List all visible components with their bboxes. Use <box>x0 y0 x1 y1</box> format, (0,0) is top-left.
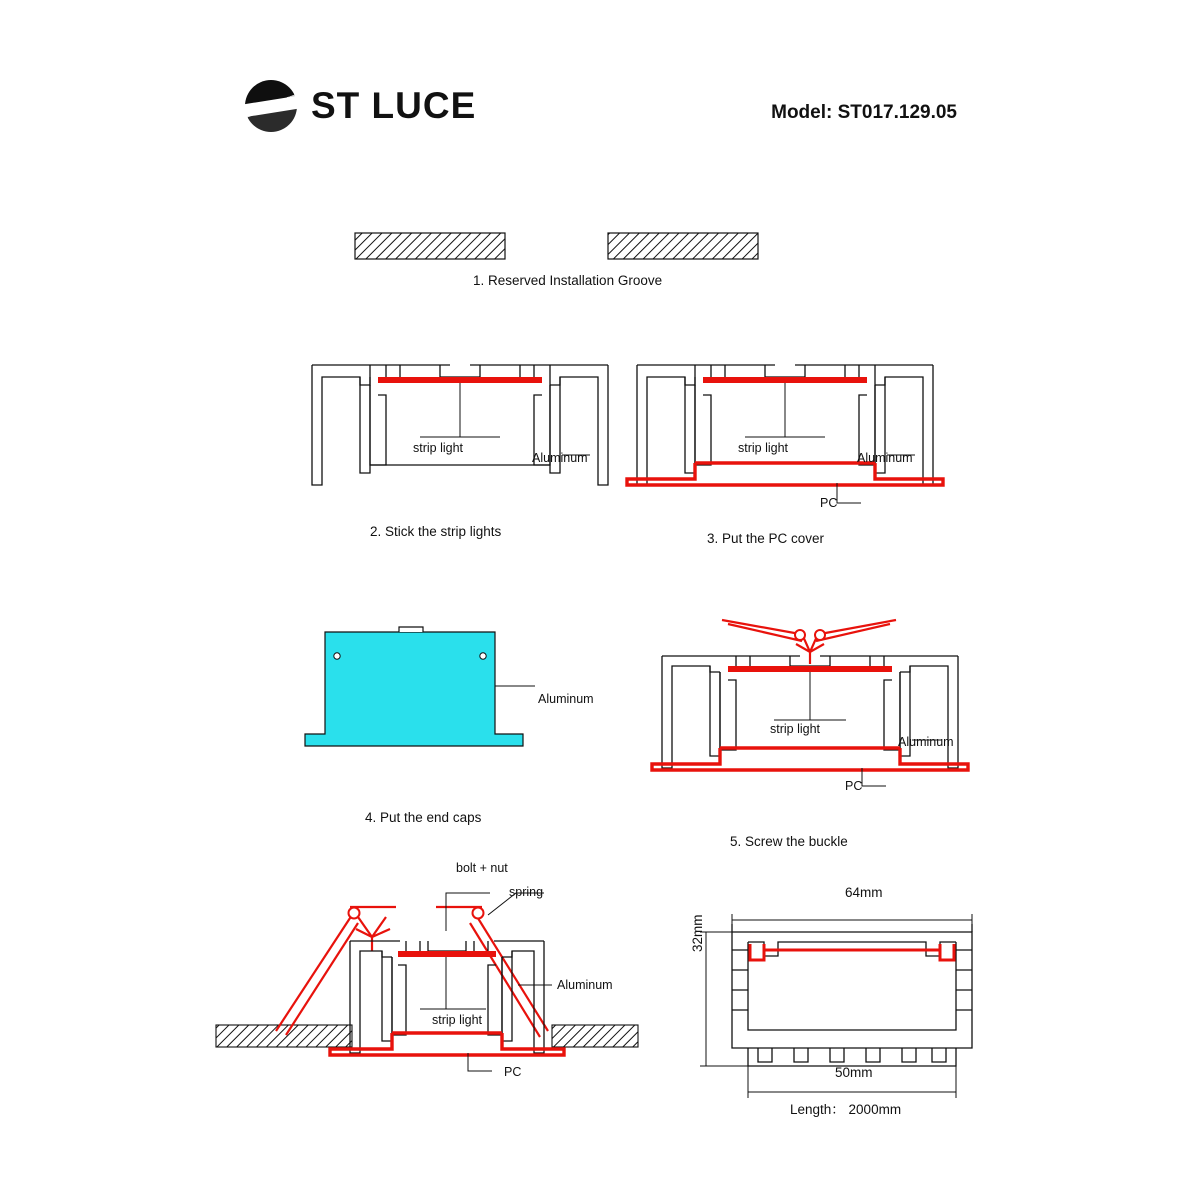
step-5-aluminum-label: Aluminum <box>898 735 954 749</box>
page-header <box>0 80 1200 140</box>
dim-height-label: 32mm <box>690 914 705 952</box>
step-5-figure <box>650 608 980 798</box>
step-5-pc-label: PC <box>845 779 863 793</box>
step-1-caption: 1. Reserved Installation Groove <box>473 273 663 288</box>
step-6-figure <box>200 885 640 1115</box>
step-6-bolt-nut-label: bolt + nut <box>456 861 508 875</box>
step-5-strip-light-label: strip light <box>770 722 821 736</box>
step-2-figure <box>300 355 620 505</box>
step-4-caption: 4. Put the end caps <box>365 810 482 825</box>
dim-length-label: Length： 2000mm <box>790 1102 902 1117</box>
step-3-pc-label: PC <box>820 496 838 510</box>
brand <box>245 80 476 132</box>
model-number: Model: ST017.129.05 <box>771 102 957 123</box>
step-4-aluminum-label: Aluminum <box>538 692 594 706</box>
dim-bottom-width-label: 50mm <box>835 1065 873 1080</box>
step-6-pc-label: PC <box>504 1065 522 1079</box>
step-3-figure <box>625 355 945 515</box>
step-3-caption: 3. Put the PC cover <box>707 531 825 546</box>
step-3-strip-light-label: strip light <box>738 441 789 455</box>
step-6-spring-label: spring <box>509 885 544 899</box>
brand-name: ST LUCE <box>311 85 477 126</box>
dimension-drawing <box>690 880 990 1130</box>
step-6-strip-light-label: strip light <box>432 1013 483 1027</box>
step-3-aluminum-label: Aluminum <box>857 451 913 465</box>
step-6-aluminum-label: Aluminum <box>557 978 613 992</box>
st-luce-logo-icon <box>245 80 297 132</box>
step-2-caption: 2. Stick the strip lights <box>370 524 502 539</box>
dim-top-width-label: 64mm <box>845 885 883 900</box>
step-2-strip-light-label: strip light <box>413 441 464 455</box>
step-2-aluminum-label: Aluminum <box>532 451 588 465</box>
step-5-caption: 5. Screw the buckle <box>730 834 848 849</box>
